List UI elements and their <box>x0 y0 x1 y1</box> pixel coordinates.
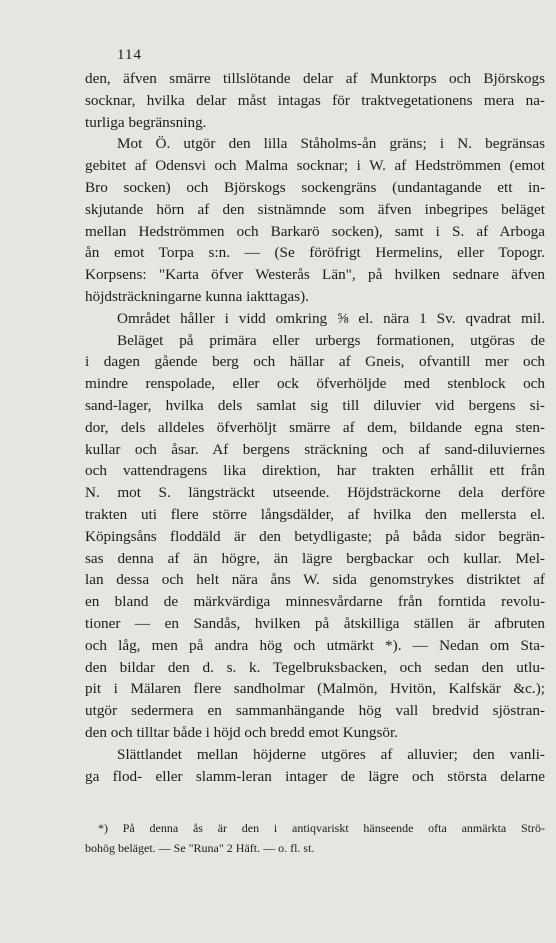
text-line: gebitet af Odensvi och Malma socknar; i W. af Hedströmmen (emot <box>85 157 545 175</box>
text-line: den, äfven smärre tillslötande delar af Munktorps och Björskogs <box>85 70 545 87</box>
footnote-line: bohög beläget. — Se "Runa" 2 Häft. — o. fl. st. <box>85 841 315 855</box>
text-line: Mot Ö. utgör den lilla Ståholms-ån gräns; i N. begränsas <box>117 135 545 153</box>
footnote-line: *) På denna ås är den i antiqvariskt hänseende ofta anmärkta Strö- <box>98 821 545 835</box>
page-number: 114 <box>117 47 142 63</box>
text-line: trakten uti flere större långsdälder, af hvilka den mellersta el. <box>85 505 545 523</box>
text-line: dor, dels alldeles öfverhöljt smärre af dem, bildande egna sten- <box>85 418 545 436</box>
text-line: i dagen gående berg och hällar af Gneis, ofvantill mer och <box>85 353 545 371</box>
text-line: mindre renspolade, eller ock öfverhöljde med stenblock och <box>85 375 545 393</box>
text-line: sas denna af än högre, än lägre bergbackar och kullar. Mel- <box>85 549 545 567</box>
text-line: ån emot Torpa s:n. — (Se föröfrigt Hermelins, eller Topogr. <box>85 244 545 262</box>
text-line: kullar och åsar. Af bergens sträckning och af sand-diluviernes <box>85 440 545 458</box>
text-line: utgör sedermera en sammanhängande hög vall bredvid sjöstran- <box>85 702 545 720</box>
text-line: mellan Hedströmmen och Barkarö socken), samt i S. af Arboga <box>85 222 545 240</box>
text-line: skjutande hörn af den sistnämnde som äfven inbegripes beläget <box>85 200 545 218</box>
text-line: den bildar den d. s. k. Tegelbruksbacken, och sedan den utlu- <box>85 658 545 676</box>
text-line: pit i Mälaren flere sandholmar (Malmön, Hvitön, Kalfskär &c.); <box>85 680 545 698</box>
text-line: en bland de märkvärdiga minnesvårdarne från forntida revolu- <box>85 593 545 611</box>
text-line: och låg, men på andra hög och utmärkt *). — Nedan om Sta- <box>85 636 545 654</box>
text-line: och vattendragens lika direktion, har trakten erhållit ett från <box>85 462 545 480</box>
text-line: lan dessa och helt nära åns W. sida genomstrykes distriktet af <box>85 571 545 589</box>
text-line: höjdsträckningarne kunna iakttagas). <box>85 287 309 305</box>
text-line: tioner — en Sandås, hvilken på åtskilliga ställen är afbruten <box>85 614 545 632</box>
text-line: N. mot S. längsträckt utseende. Höjdsträckorne dela derföre <box>85 484 545 502</box>
text-line: Området håller i vidd omkring ⅝ el. nära 1 Sv. qvadrat mil. <box>117 309 545 327</box>
text-line: ga flod- eller slamm-leran intager de lägre och största delarne <box>85 767 545 785</box>
text-line: turliga begränsning. <box>85 113 207 131</box>
body-text <box>85 68 545 787</box>
text-line: socknar, hvilka delar måst intagas för traktvegetationens mera na- <box>85 91 545 109</box>
footnote <box>85 818 545 858</box>
text-line: Beläget på primära eller urbergs formationen, utgöras de <box>117 331 545 349</box>
text-line: Bro socken) och Björskogs sockengräns (undantagande ett in- <box>85 178 545 196</box>
text-line: Köpingsåns floddäld är den betydligaste; på båda sidor begrän- <box>85 527 545 545</box>
text-line: den och tilltar både i höjd och bredd emot Kungsör. <box>85 723 398 741</box>
text-line: Korpsens: "Karta öfver Westerås Län", på hvilken sednare äfven <box>85 266 545 284</box>
text-line: sand-lager, hvilka dels samlat sig till diluvier vid bergens si- <box>85 396 545 414</box>
text-line: Slättlandet mellan höjderne utgöres af alluvier; den vanli- <box>117 745 545 763</box>
